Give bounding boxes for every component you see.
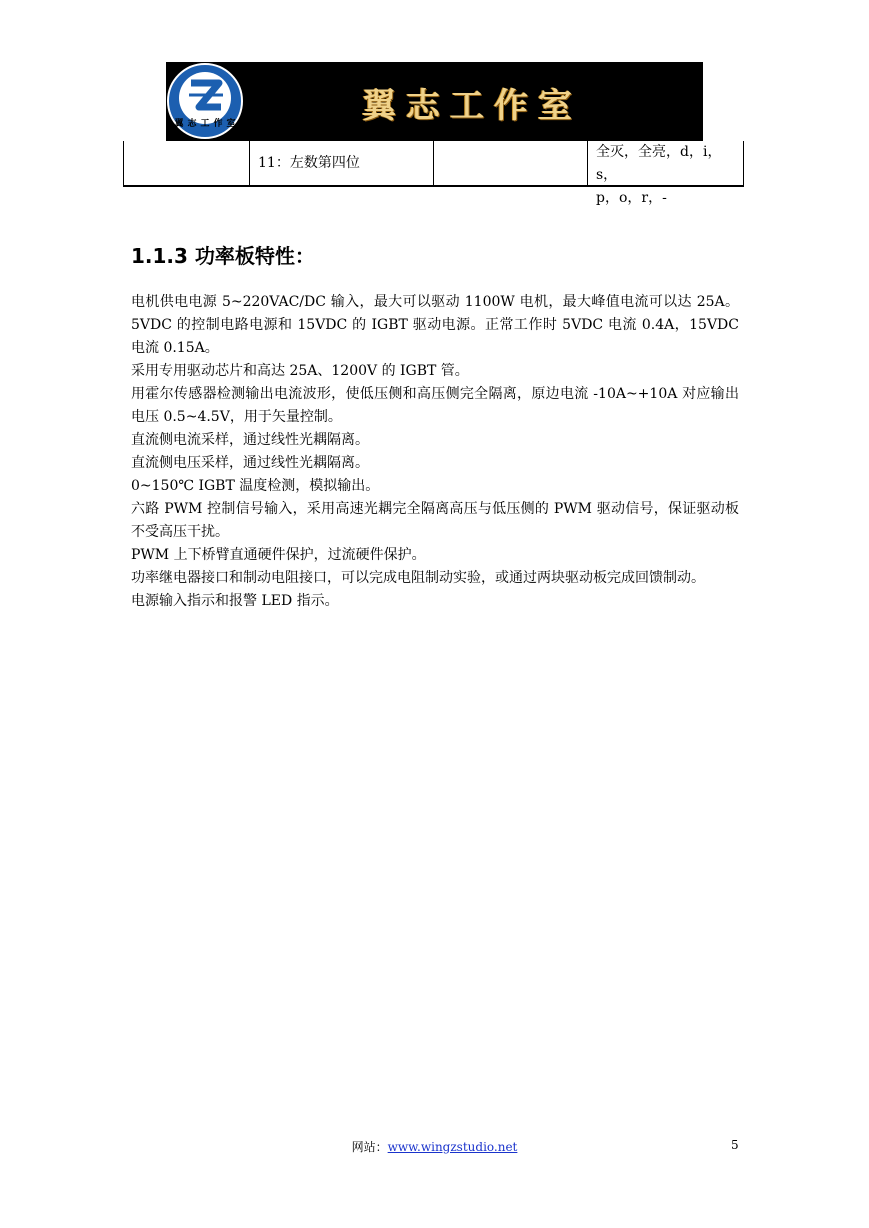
footer-label: 网站： [351, 1140, 388, 1154]
cell-text: 11：左数第四位 [258, 155, 360, 171]
section-body [131, 291, 739, 613]
paragraph: 功率继电器接口和制动电阻接口，可以完成电阻制动实验，或通过两块驱动板完成回馈制动。 [131, 570, 705, 586]
table-cell-3 [434, 141, 588, 185]
paragraph: 六路 PWM 控制信号输入，采用高速光耦完全隔离高压与低压侧的 PWM 驱动信号，保证驱动板不受高压干扰。 [131, 501, 739, 540]
logo-subtext: 翼志工作室 [174, 119, 240, 129]
table-cell-2 [250, 141, 434, 185]
paragraph: 电机供电电源 5~220VAC/DC 输入，最大可以驱动 1100W 电机，最大峰值电流可以达 25A。5VDC 的控制电路电源和 15VDC 的 IGBT 驱动电源。正常工作时 5VDC 电流 0.4A，15VDC 电流 0.15A。 [131, 294, 739, 356]
cell-text: 全灭，全亮，d，i，s， p，o，r，- [596, 144, 722, 206]
page-number: 5 [731, 1138, 739, 1152]
paragraph: 用霍尔传感器检测输出电流波形，使低压侧和高压侧完全隔离，原边电流 -10A~+10A 对应输出电压 0.5~4.5V，用于矢量控制。 [131, 386, 739, 425]
table-cell-4 [588, 141, 745, 206]
banner-title: 翼志工作室 [362, 86, 582, 126]
website-link[interactable]: www.wingzstudio.net [387, 1140, 518, 1154]
paragraph: 采用专用驱动芯片和高达 25A、1200V 的 IGBT 管。 [131, 363, 469, 379]
section-heading: 1.1.3 功率板特性： [131, 244, 315, 268]
paragraph: 直流侧电压采样，通过线性光耦隔离。 [131, 455, 369, 471]
paragraph: 直流侧电流采样，通过线性光耦隔离。 [131, 432, 369, 448]
table-cell-1 [124, 141, 250, 185]
paragraph: PWM 上下桥臂直通硬件保护，过流硬件保护。 [131, 547, 426, 563]
table-row [123, 141, 744, 206]
header-banner [166, 62, 703, 141]
studio-logo [167, 63, 243, 139]
paragraph: 0~150℃ IGBT 温度检测，模拟输出。 [131, 478, 380, 494]
paragraph: 电源输入指示和报警 LED 指示。 [131, 593, 339, 609]
